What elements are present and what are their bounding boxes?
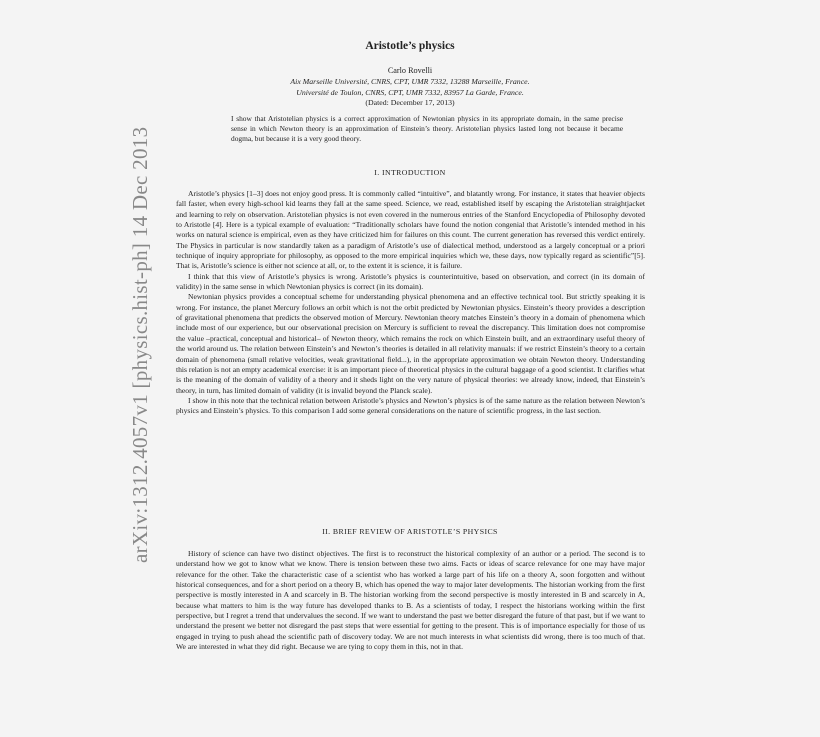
paper-title: Aristotle’s physics: [365, 40, 455, 52]
abstract: I show that Aristotelian physics is a correct approximation of Newtonian physics in its appropriate domain, in the same precise sense in which Newton theory is an approximation of Einstein’s theory. Aristotelian physics lasted long not because it became dogma, but because it is a very good theory.: [231, 114, 623, 144]
section-body-introduction: [176, 189, 645, 417]
section-heading-review: II. BRIEF REVIEW OF ARISTOTLE’S PHYSICS: [322, 527, 498, 536]
affiliation-1: Aix Marseille Université, CNRS, CPT, UMR 7332, 13288 Marseille, France.: [290, 77, 530, 86]
paragraph: History of science can have two distinct objectives. The first is to reconstruct the historical complexity of an author or a period. The second is to understand how we got to know what we know. There is tension between these two aims. Facts or ideas of scarce relevance for one may have major relevance for the other. Take the characteristic case of a scientist who has worked a large part of his life on a theory A, soon forgotten and without historical consequences, and for a short period on a theory B, which has opened the way to major later developments. The historian working from the first perspective is mostly interested in A and scarcely in B. The historian working from the second perspective is mostly interested in B and scarcely in A, because what matters to him is the way future has developed thanks to B. As a scientists of today, I respect the historians working within the first perspective, but I regret a trend that undervalues the second. If we want to understand the past we better disregard the future of that past, but if we want to understand the present we better not disregard the past steps that were essential for getting to the present. This is of importance especially for those of us engaged in trying to push ahead the scientific path of discovery today. We are not much interests in what scientists did wrong, there is too much of that. We are interested in what they did right. Because we are tying to copy them in this, not in that.: [176, 549, 645, 652]
affiliation-2: Université de Toulon, CNRS, CPT, UMR 7332, 83957 La Garde, France.: [296, 88, 524, 97]
paragraph: I think that this view of Aristotle’s physics is wrong. Aristotle’s physics is counterintuitive, based on observation, and correct (in its domain of validity) in the same sense in which Newtonian physics is correct (in its domain).: [176, 271, 645, 292]
section-heading-introduction: I. INTRODUCTION: [374, 168, 446, 177]
author-name: Carlo Rovelli: [387, 66, 433, 75]
paragraph: Newtonian physics provides a conceptual scheme for understanding physical phenomena and an effective technical tool. But strictly speaking it is wrong. For instance, the planet Mercury follows an orbit which is not the orbit predicted by Newtonian physics. Einstein’s theory provides a description of gravitational phenomena that predicts the observed motion of Mercury. Newtonian theory matches Einstein’s theory in a domain of phenomena which include most of our experience, but our observational precision on Mercury is sufficient to reveal the discrepancy. This limitation does not compromise the value –practical, conceptual and historical– of Newton theory, which remains the rock on which Einstein built, and an extraordinary useful theory of the world around us. The relation between Einstein’s and Newton’s theories is detailed in all relativity manuals: if we restrict Einstein’s theory to a certain domain of phenomena (small relative velocities, weak gravitational field...), in the appropriate approximation we obtain Newton theory. Understanding this relation is not an empty academical exercise: it is an important piece of theoretical physics in the cultural baggage of a good scientist. It clarifies what is the meaning of the domain of validity of a theory and it sheds light on the very nature of physical theories: we already know, indeed, that Einstein’s theory, in turn, has limited domain of validity (it is invalid beyond the Planck scale).: [176, 292, 645, 395]
paragraph: Aristotle’s physics [1–3] does not enjoy good press. It is commonly called “intuitive”, and blatantly wrong. For instance, it states that heavier objects fall faster, when every high-school kid learns they fall at the same speed. Science, we read, established itself by escaping the Aristotelian straightjacket and learning to rely on observation. Aristotelian physics is not even covered in the numerous entries of the Stanford Encyclopedia of Philosophy devoted to Aristotle [4]. Here is a typical example of evaluation: “Traditionally scholars have found the notion congenial that Aristotle’s intended method in his works on natural science is empirical, even as they have criticized him for failures on this count. The current generation has reversed this verdict entirely. The Physics in particular is now standardly taken as a paradigm of Aristotle’s use of dialectical method, understood as a largely conceptual or a priori technique of inquiry appropriate for philosophy, as opposed to the more empirical inquiries which we, these days, now typically regard as scientific”[5]. That is, Aristotle’s science is either not science at all, or, to the extent it is science, it is failure.: [176, 189, 645, 271]
paper-date: (Dated: December 17, 2013): [365, 98, 455, 107]
section-body-review: [176, 549, 645, 652]
arxiv-identifier: arXiv:1312.4057v1 [physics.hist-ph] 14 Dec 2013: [128, 126, 152, 563]
paragraph: I show in this note that the technical relation between Aristotle’s physics and Newton’s physics is of the same nature as the relation between Newton’s physics and Einstein’s physics. To this comparison I add some general considerations on the nature of scientific progress, in the last section.: [176, 395, 645, 416]
